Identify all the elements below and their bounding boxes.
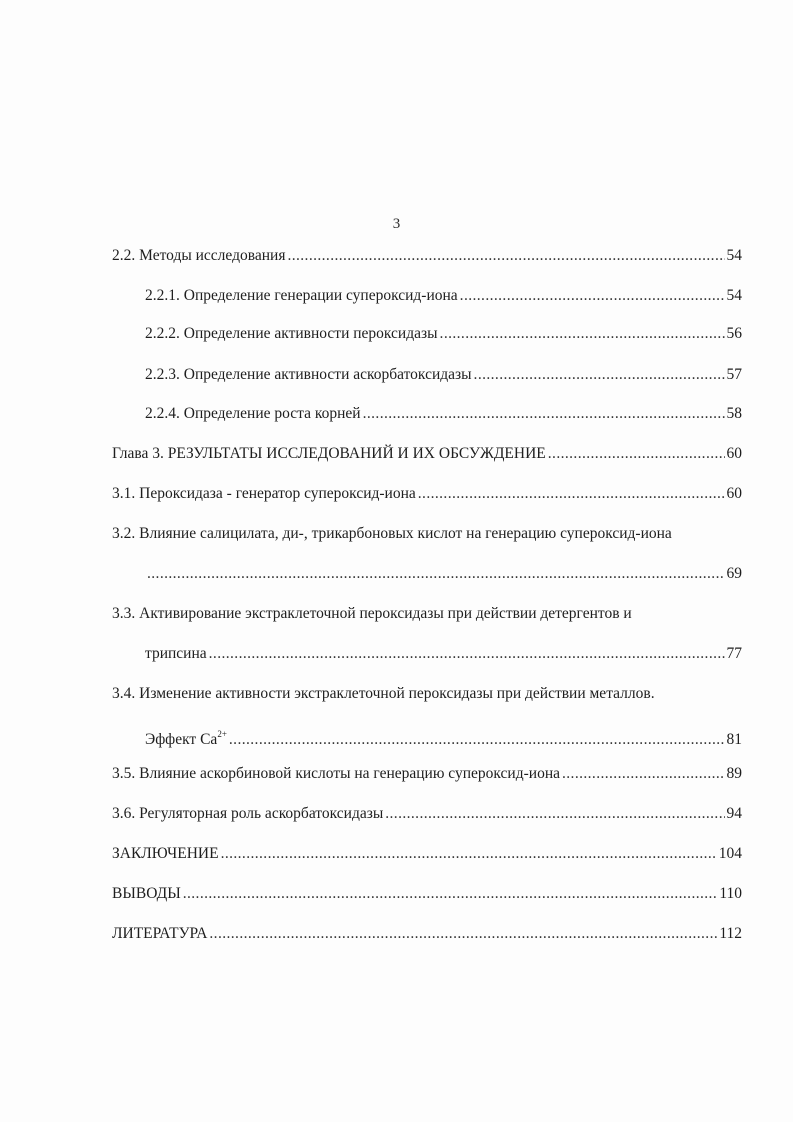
toc-entry-page: 54 xyxy=(726,287,742,304)
page-number: 3 xyxy=(392,216,401,232)
toc-leader xyxy=(147,564,725,584)
toc-entry-title-continued xyxy=(145,724,227,750)
toc-entry xyxy=(112,884,742,904)
toc-leader xyxy=(287,246,724,266)
toc-entry-page: 56 xyxy=(726,325,742,342)
toc-leader xyxy=(440,324,725,344)
toc-entry xyxy=(112,844,742,864)
toc-entry-page: 110 xyxy=(719,885,742,902)
toc-entry xyxy=(145,564,742,584)
toc-entry xyxy=(112,484,742,504)
toc-entry-title: 2.2.1. Определение генерации супероксид-иона xyxy=(145,287,458,304)
toc-entry-page: 54 xyxy=(726,247,742,264)
toc-entry-page: 112 xyxy=(719,925,742,942)
toc-entry xyxy=(145,324,742,344)
toc-leader xyxy=(418,484,725,504)
toc-entry-page: 57 xyxy=(726,366,742,383)
toc-leader xyxy=(229,730,725,750)
toc-entry-title: 3.4. Изменение активности экстраклеточной пероксидазы при действии металлов. xyxy=(112,685,655,702)
toc-entry-title: Глава 3. РЕЗУЛЬТАТЫ ИССЛЕДОВАНИЙ И ИХ ОБСУЖДЕНИЕ xyxy=(112,445,546,462)
toc-entry-title: 3.2. Влияние салицилата, ди-, трикарбоновых кислот на генерацию супероксид-иона xyxy=(112,525,672,542)
toc-entry xyxy=(145,404,742,424)
toc-entry xyxy=(145,644,742,664)
toc-leader xyxy=(209,924,717,944)
toc-leader xyxy=(474,365,725,385)
toc-entry xyxy=(145,365,742,385)
toc-entry-page: 60 xyxy=(726,445,742,462)
toc-entry xyxy=(112,924,742,944)
toc-entry-title: ЛИТЕРАТУРА xyxy=(112,925,208,942)
toc-entry-page: 89 xyxy=(726,765,742,782)
toc-entry-title: 2.2. Методы исследования xyxy=(112,247,286,264)
toc-entry-page: 77 xyxy=(726,645,742,662)
toc-leader xyxy=(548,444,725,464)
toc-leader xyxy=(209,644,725,664)
toc-entry-page: 94 xyxy=(726,805,742,822)
toc-entry-title: 3.5. Влияние аскорбиновой кислоты на генерацию супероксид-иона xyxy=(112,765,560,782)
toc-entry xyxy=(112,444,742,464)
toc-entry-page: 58 xyxy=(726,405,742,422)
toc-entry-page: 60 xyxy=(726,485,742,502)
toc-entry-title: ВЫВОДЫ xyxy=(112,885,181,902)
toc-entry-title: 3.3. Активирование экстраклеточной пероксидазы при действии детергентов и xyxy=(112,605,632,622)
toc-entry-title: 2.2.4. Определение роста корней xyxy=(145,405,361,422)
toc-entry xyxy=(112,764,742,784)
toc-entry-title-continued: трипсина xyxy=(145,645,207,662)
toc-entry-title: 2.2.3. Определение активности аскорбатоксидазы xyxy=(145,366,472,383)
toc-entry-page: 69 xyxy=(726,565,742,582)
toc-leader xyxy=(221,844,717,864)
toc-entry xyxy=(112,246,742,266)
toc-leader xyxy=(460,286,725,306)
toc-entry-page: 81 xyxy=(726,731,742,748)
toc-leader xyxy=(562,764,725,784)
toc-entry-title-text: Эффект Ca xyxy=(145,731,218,748)
toc-entry-title: 3.1. Пероксидаза - генератор супероксид-иона xyxy=(112,485,416,502)
toc-leader xyxy=(183,884,718,904)
toc-entry-page: 104 xyxy=(718,845,742,862)
toc-leader xyxy=(363,404,725,424)
toc-entry-title: 2.2.2. Определение активности пероксидазы xyxy=(145,325,438,342)
toc-entry-title: ЗАКЛЮЧЕНИЕ xyxy=(112,845,219,862)
superscript: 2+ xyxy=(217,729,227,739)
toc-entry-title: 3.6. Регуляторная роль аскорбатоксидазы xyxy=(112,805,384,822)
toc-entry xyxy=(145,724,742,748)
toc-entry xyxy=(145,286,742,306)
toc-leader xyxy=(385,804,724,824)
toc-entry xyxy=(112,804,742,824)
